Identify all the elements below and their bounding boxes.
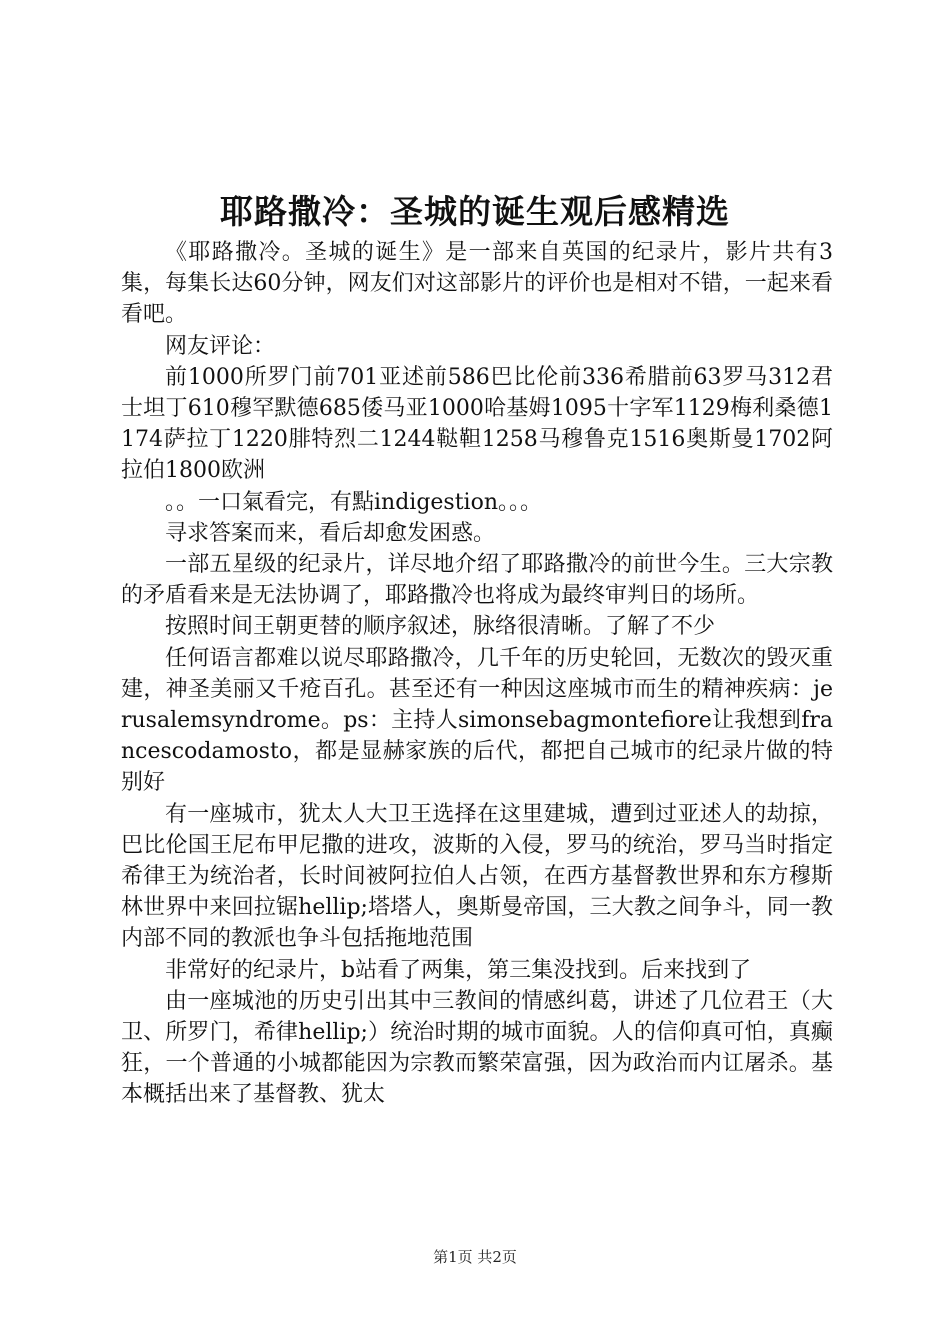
paragraph: 寻求答案而来，看后却愈发困惑。 [165, 520, 496, 546]
page-footer: 第1页 共2页 [433, 1248, 517, 1266]
paragraph: 网友评论： [165, 333, 276, 359]
paragraph: 。。一口氣看完，有點indigestion。。。 [165, 489, 543, 515]
document-body [121, 237, 833, 1111]
paragraph: 由一座城池的历史引出其中三教间的情感纠葛，讲述了几位君王（大卫、所罗门，希律hellip;）统治时期的城市面貌。人的信仰真可怕，真癫狂，一个普通的小城都能因为宗教而繁荣富强，因为政治而内讧屠杀。基本概括出来了基督教、犹太 [121, 988, 833, 1108]
paragraph: 非常好的纪录片，b站看了两集，第三集没找到。后来找到了 [165, 957, 752, 983]
paragraph: 《耶路撒冷。圣城的诞生》是一部来自英国的纪录片，影片共有3集，每集长达60分钟，网友们对这部影片的评价也是相对不错，一起来看看吧。 [121, 240, 833, 328]
paragraph: 前1000所罗门前701亚述前586巴比伦前336希腊前63罗马312君士坦丁610穆罕默德685倭马亚1000哈基姆1095十字军1129梅利桑德1174萨拉丁1220腓特烈二1244鞑靼1258马穆鲁克1516奥斯曼1702阿拉伯1800欧洲 [121, 364, 833, 484]
paragraph: 有一座城市，犹太人大卫王选择在这里建城，遭到过亚述人的劫掠，巴比伦国王尼布甲尼撒的进攻，波斯的入侵，罗马的统治，罗马当时指定希律王为统治者，长时间被阿拉伯人占领，在西方基督教世界和东方穆斯林世界中来回拉锯hellip;塔塔人，奥斯曼帝国，三大教之间争斗，同一教内部不同的教派也争斗包括拖地范围 [121, 801, 833, 952]
paragraph: 一部五星级的纪录片，详尽地介绍了耶路撒冷的前世今生。三大宗教的矛盾看来是无法协调了，耶路撒冷也将成为最终审判日的场所。 [121, 552, 833, 609]
document-title: 耶路撒冷：圣城的诞生观后感精选 [220, 192, 730, 231]
paragraph: 任何语言都难以说尽耶路撒冷，几千年的历史轮回，无数次的毁灭重建，神圣美丽又千疮百孔。甚至还有一种因这座城市而生的精神疾病：jerusalemsyndrome。ps：主持人simonsebagmontefiore让我想到francescodamosto，都是显赫家族的后代，都把自己城市的纪录片做的特别好 [121, 645, 833, 796]
paragraph: 按照时间王朝更替的顺序叙述，脉络很清晰。了解了不少 [165, 614, 716, 640]
